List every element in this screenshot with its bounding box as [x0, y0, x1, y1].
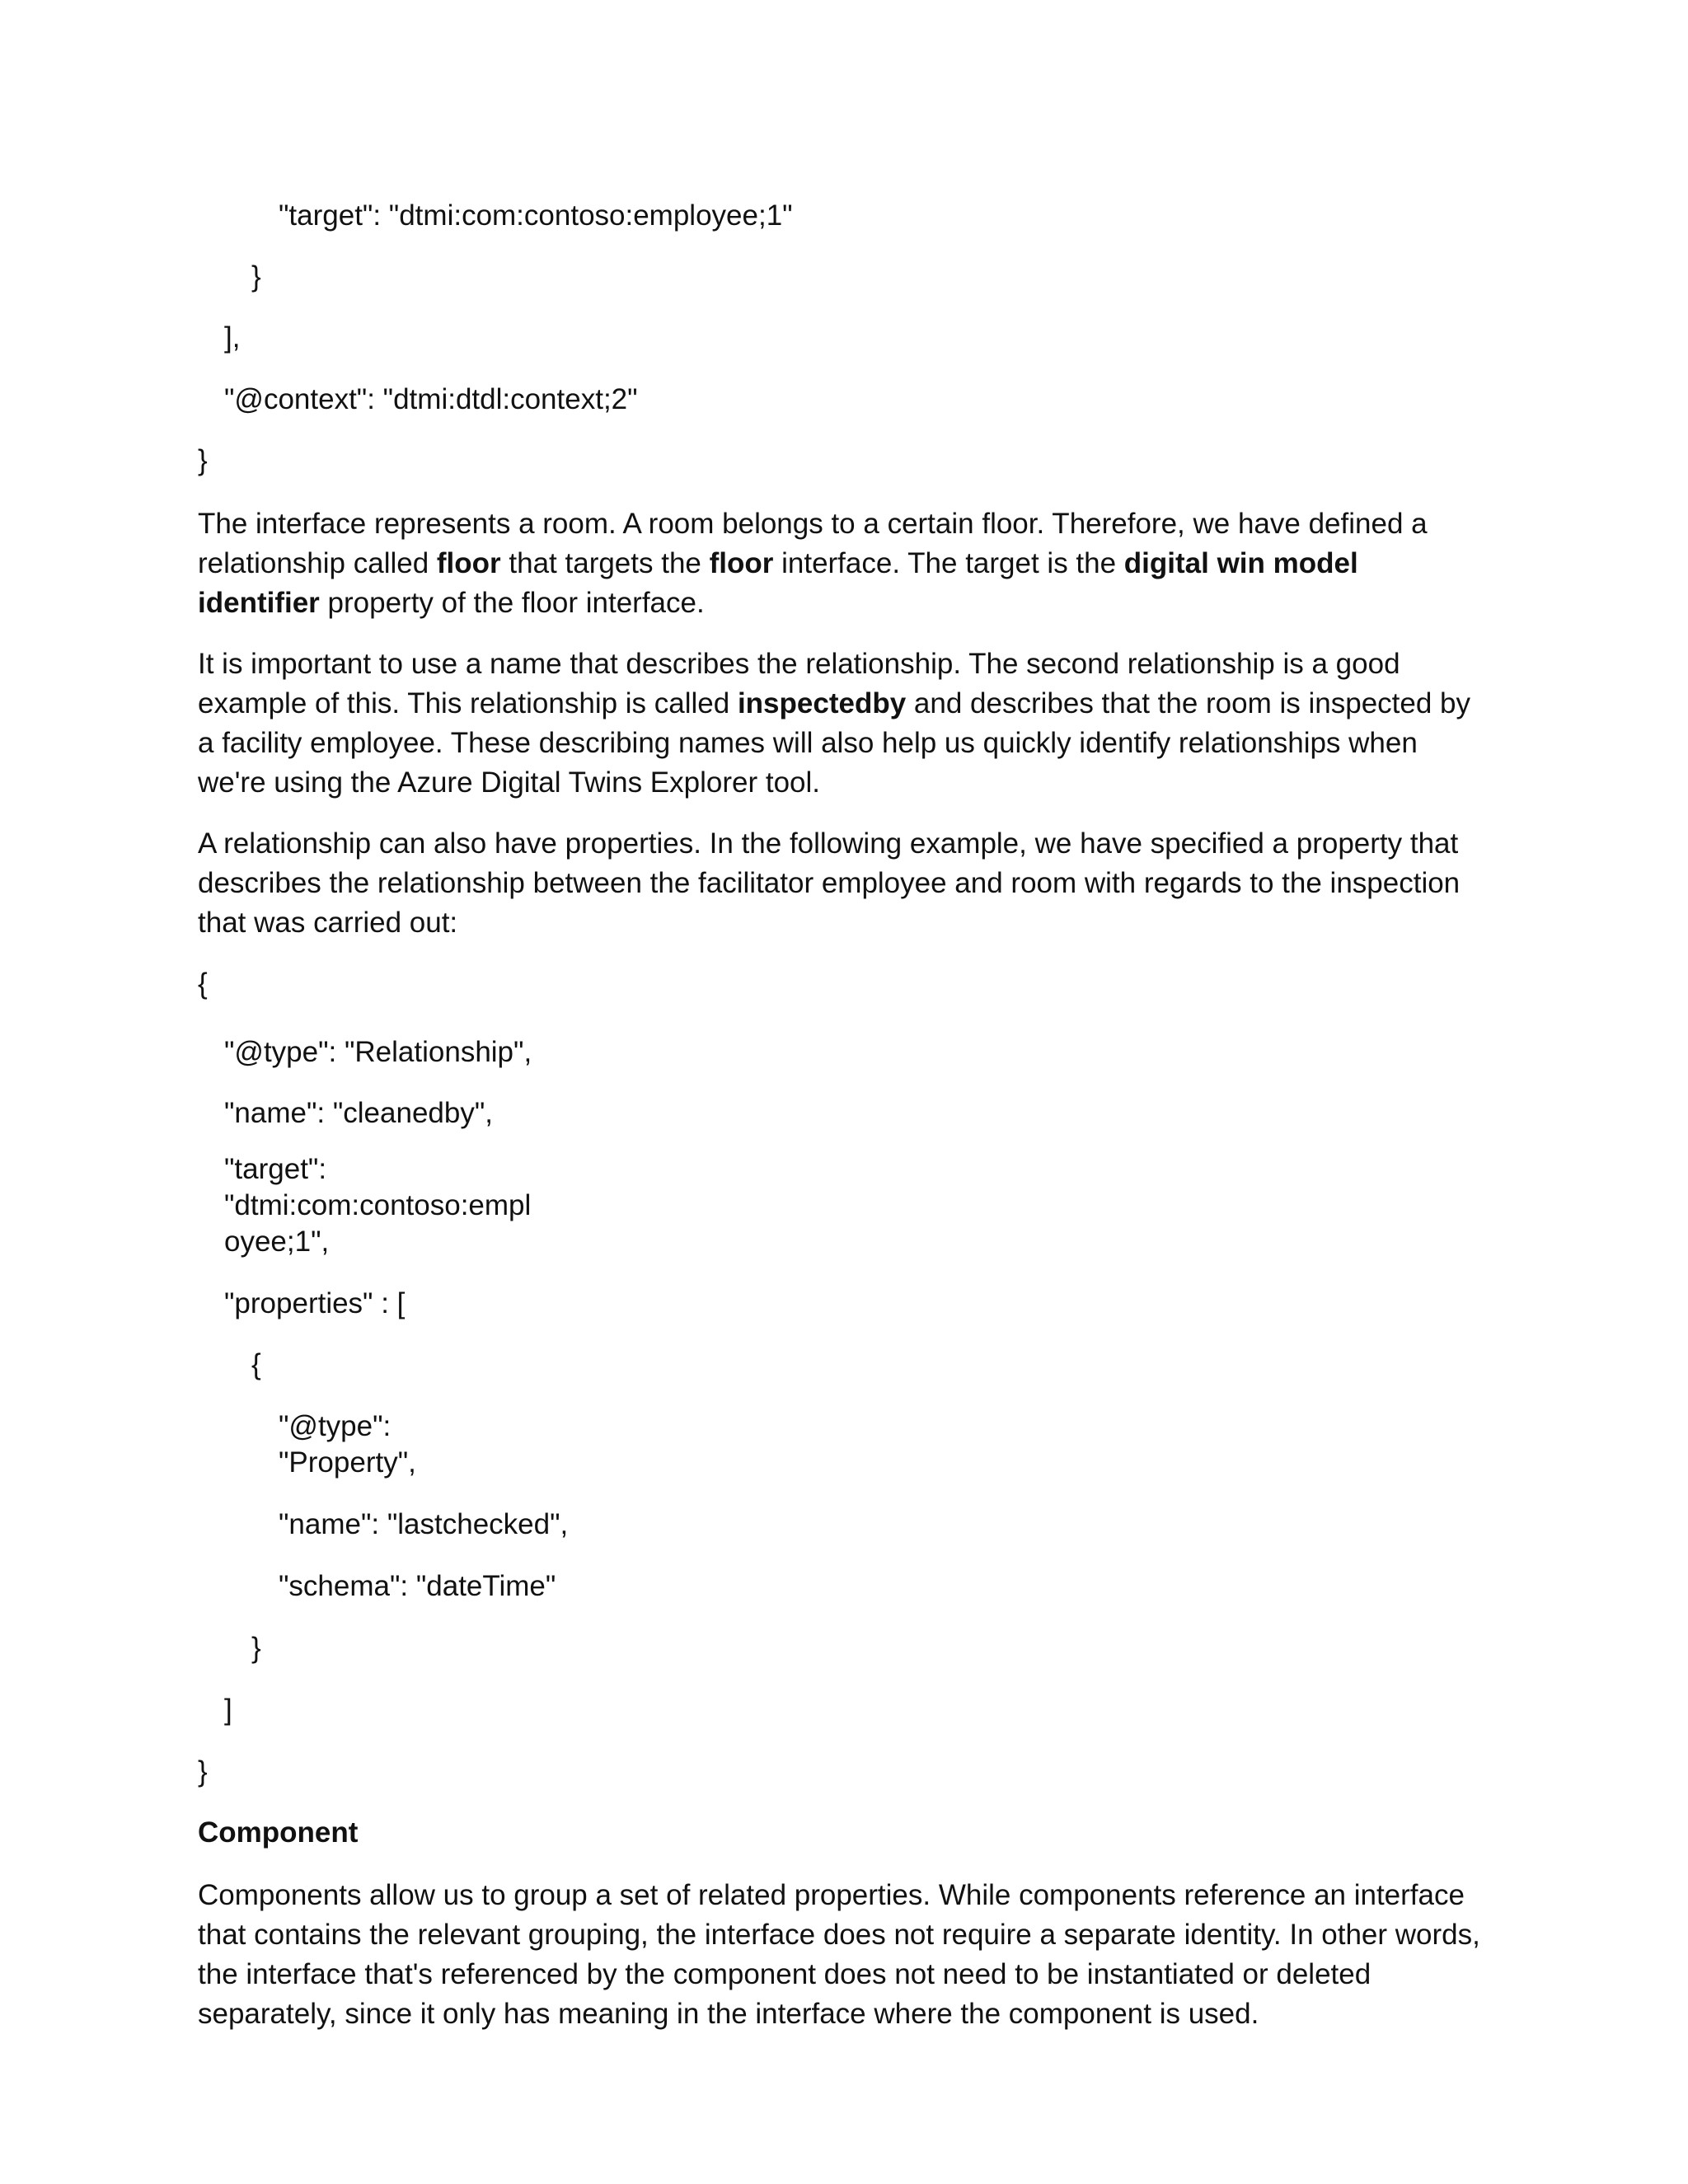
code-line: "name": "lastchecked", — [279, 1508, 569, 1540]
code-line: } — [251, 1632, 261, 1664]
code-line: "schema": "dateTime" — [279, 1570, 556, 1602]
code-line: } — [198, 1755, 208, 1788]
paragraph-components: Components allow us to group a set of related properties. While components reference an interface that contains the relevant grouping, the interface does not require a separate identity. In other words, the interface that's referenced by the component does not need to be instantiated or deleted separately, since it only has meaning in the interface where the component is used. — [198, 1879, 1480, 2030]
code-line: "dtmi:com:contoso:empl — [224, 1189, 532, 1221]
code-line: oyee;1", — [224, 1226, 330, 1258]
paragraph-relationship-properties: A relationship can also have properties. In the following example, we have specified a property that describes the relationship between the facilitator employee and room with regards to the inspection that was carried out: — [198, 827, 1461, 939]
code-line: } — [198, 444, 208, 476]
section-heading-component: Component — [198, 1816, 359, 1849]
code-line: { — [198, 968, 208, 1000]
code-line: "target": — [224, 1153, 327, 1185]
code-line: ] — [224, 1694, 232, 1726]
code-line: "name": "cleanedby", — [224, 1097, 493, 1129]
code-line: "properties" : [ — [224, 1287, 406, 1319]
code-line: { — [251, 1348, 261, 1380]
code-line: "@type": — [279, 1410, 392, 1442]
paragraph-relationship-names: It is important to use a name that describes the relationship. The second relationship is a good example of this. This relationship is called inspectedby and describes that the room is inspected by a facility employee. These describing names will also help us quickly identify relationships when we're using the Azure Digital Twins Explorer tool. — [198, 648, 1471, 799]
code-line: "target": "dtmi:com:contoso:employee;1" — [279, 199, 793, 232]
code-line: "@type": "Relationship", — [224, 1036, 532, 1068]
paragraph-interface-room: The interface represents a room. A room belongs to a certain floor. Therefore, we have defined a relationship called floor that targets the floor interface. The target is the digital win model identifier property of the floor interface. — [198, 508, 1428, 619]
code-line: "Property", — [279, 1446, 416, 1479]
code-line: "@context": "dtmi:dtdl:context;2" — [224, 383, 638, 415]
code-line: } — [251, 260, 261, 293]
code-line: ], — [224, 321, 241, 354]
